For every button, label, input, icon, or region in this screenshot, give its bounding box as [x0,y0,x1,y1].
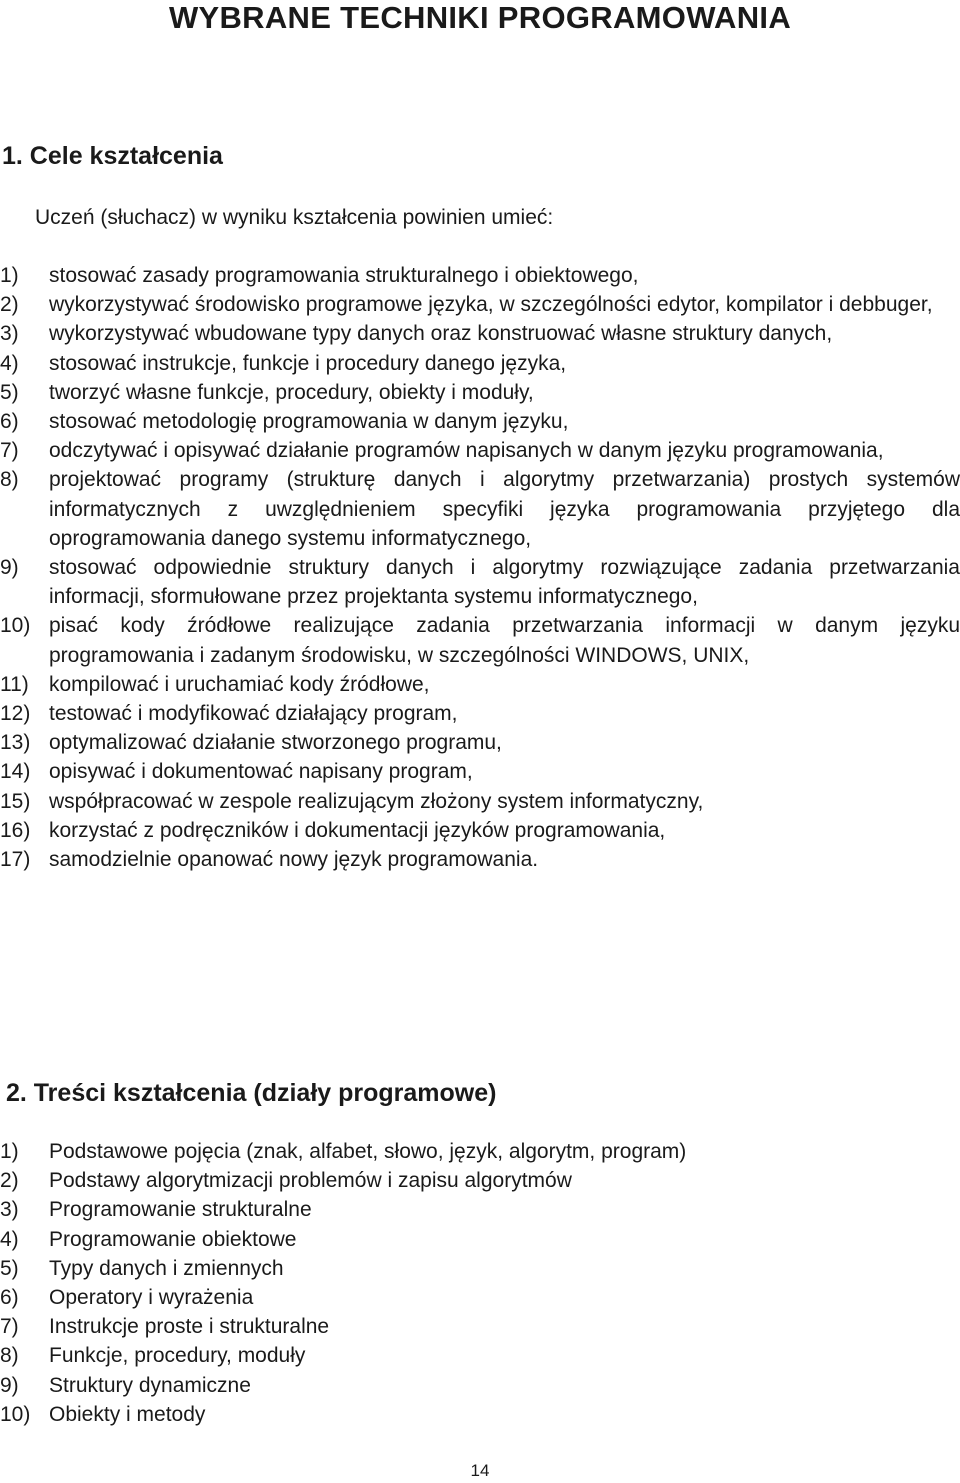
item-text: Programowanie strukturalne [49,1198,312,1222]
list-item [0,728,960,757]
list-item [0,1137,960,1166]
section-1-heading: 1. Cele kształcenia [2,142,223,170]
item-number: 5) [0,1256,19,1280]
page-number: 14 [470,1461,490,1480]
item-text: stosować zasady programowania strukturalnego i obiektowego, [49,264,639,287]
item-text: tworzyć własne funkcje, procedury, obiekty i moduły, [49,380,534,404]
list-item [0,699,960,728]
item-number: 2) [0,1169,19,1193]
item-number: 1) [0,1140,19,1163]
section-1-intro: Uczeń (słuchacz) w wyniku kształcenia powinien umieć: [35,206,554,229]
list-item [0,378,960,407]
curriculum-topics-list [0,1137,960,1429]
item-number: 6) [0,1286,19,1310]
list-item [0,1341,960,1370]
item-text: Operatory i wyrażenia [49,1286,254,1310]
item-number: 3) [0,1198,19,1222]
item-text: kompilować i uruchamiać kody źródłowe, [49,672,430,696]
list-item [0,787,960,816]
item-number: 7) [0,1315,19,1339]
item-text: Podstawowe pojęcia (znak, alfabet, słowo, język, algorytm, program) [49,1140,687,1163]
item-number: 10) [0,1402,31,1426]
list-item [0,553,960,611]
section-2-heading: 2. Treści kształcenia (działy programowe) [6,1079,497,1107]
list-item [0,845,960,874]
item-number: 9) [0,1373,19,1397]
item-text: samodzielnie opanować nowy język programowania. [49,848,539,872]
item-number: 8) [0,1344,19,1368]
list-item [0,1371,960,1400]
list-item [0,1400,960,1429]
list-item [0,407,960,436]
item-text: Struktury dynamiczne [49,1373,251,1397]
item-text: Typy danych i zmiennych [49,1256,284,1280]
item-number: 7) [0,439,19,463]
list-item [0,816,960,845]
list-item [0,670,960,699]
item-text: opisywać i dokumentować napisany program, [49,760,473,784]
item-text: testować i modyfikować działający program, [49,702,458,726]
item-text: stosować metodologię programowania w danym języku, [49,410,569,434]
item-number: 4) [0,351,19,375]
list-item [0,611,960,669]
item-text: korzystać z podręczników i dokumentacji języków programowania, [49,818,666,842]
item-number: 17) [0,848,31,872]
item-text: Programowanie obiektowe [49,1227,297,1251]
item-number: 8) [0,468,19,492]
item-text: stosować odpowiednie struktury danych i algorytmy rozwiązujące zadania przetwarzania informacji, sformułowane przez projektanta systemu informatycznego, [49,556,960,609]
item-number: 1) [0,264,19,287]
item-number: 3) [0,322,19,346]
list-item [0,261,960,290]
item-number: 16) [0,818,31,842]
item-text: odczytywać i opisywać działanie programów napisanych w danym języku programowania, [49,439,884,463]
item-number: 2) [0,293,19,317]
item-text: stosować instrukcje, funkcje i procedury danego języka, [49,351,567,375]
list-item [0,1195,960,1224]
item-text: Funkcje, procedury, moduły [49,1344,306,1368]
list-item [0,349,960,378]
document-title: WYBRANE TECHNIKI PROGRAMOWANIA [168,0,792,35]
list-item [0,319,960,348]
list-item [0,1312,960,1341]
item-text: projektować programy (strukturę danych i algorytmy przetwarzania) prostych systemów informatycznych z uwzględnieniem specyfiki języka programowania przyjętego dla oprogramowania danego systemu informatycznego, [49,468,960,550]
item-number: 15) [0,789,31,813]
item-number: 5) [0,380,19,404]
learning-objectives-list [0,261,960,874]
list-item [0,290,960,319]
item-text: Obiekty i metody [49,1402,206,1426]
list-item [0,1254,960,1283]
item-text: Podstawy algorytmizacji problemów i zapisu algorytmów [49,1169,572,1193]
item-number: 10) [0,614,31,638]
list-item [0,1225,960,1254]
item-number: 14) [0,760,31,784]
list-item [0,1283,960,1312]
item-number: 9) [0,556,19,580]
item-number: 12) [0,702,31,726]
list-item [0,1166,960,1195]
list-item [0,436,960,465]
item-number: 13) [0,731,31,755]
item-text: współpracować w zespole realizującym złożony system informatyczny, [49,789,704,813]
item-number: 4) [0,1227,19,1251]
list-item [0,465,960,553]
list-item [0,757,960,786]
item-text: wykorzystywać wbudowane typy danych oraz konstruować własne struktury danych, [49,322,833,346]
item-text: Instrukcje proste i strukturalne [49,1315,330,1339]
item-number: 6) [0,410,19,434]
item-text: optymalizować działanie stworzonego programu, [49,731,502,755]
item-text: pisać kody źródłowe realizujące zadania przetwarzania informacji w danym języku programowania i zadanym środowisku, w szczególności WINDOWS, UNIX, [49,614,960,667]
item-text: wykorzystywać środowisko programowe języka, w szczególności edytor, kompilator i debbuger, [49,293,933,317]
item-number: 11) [0,672,29,696]
